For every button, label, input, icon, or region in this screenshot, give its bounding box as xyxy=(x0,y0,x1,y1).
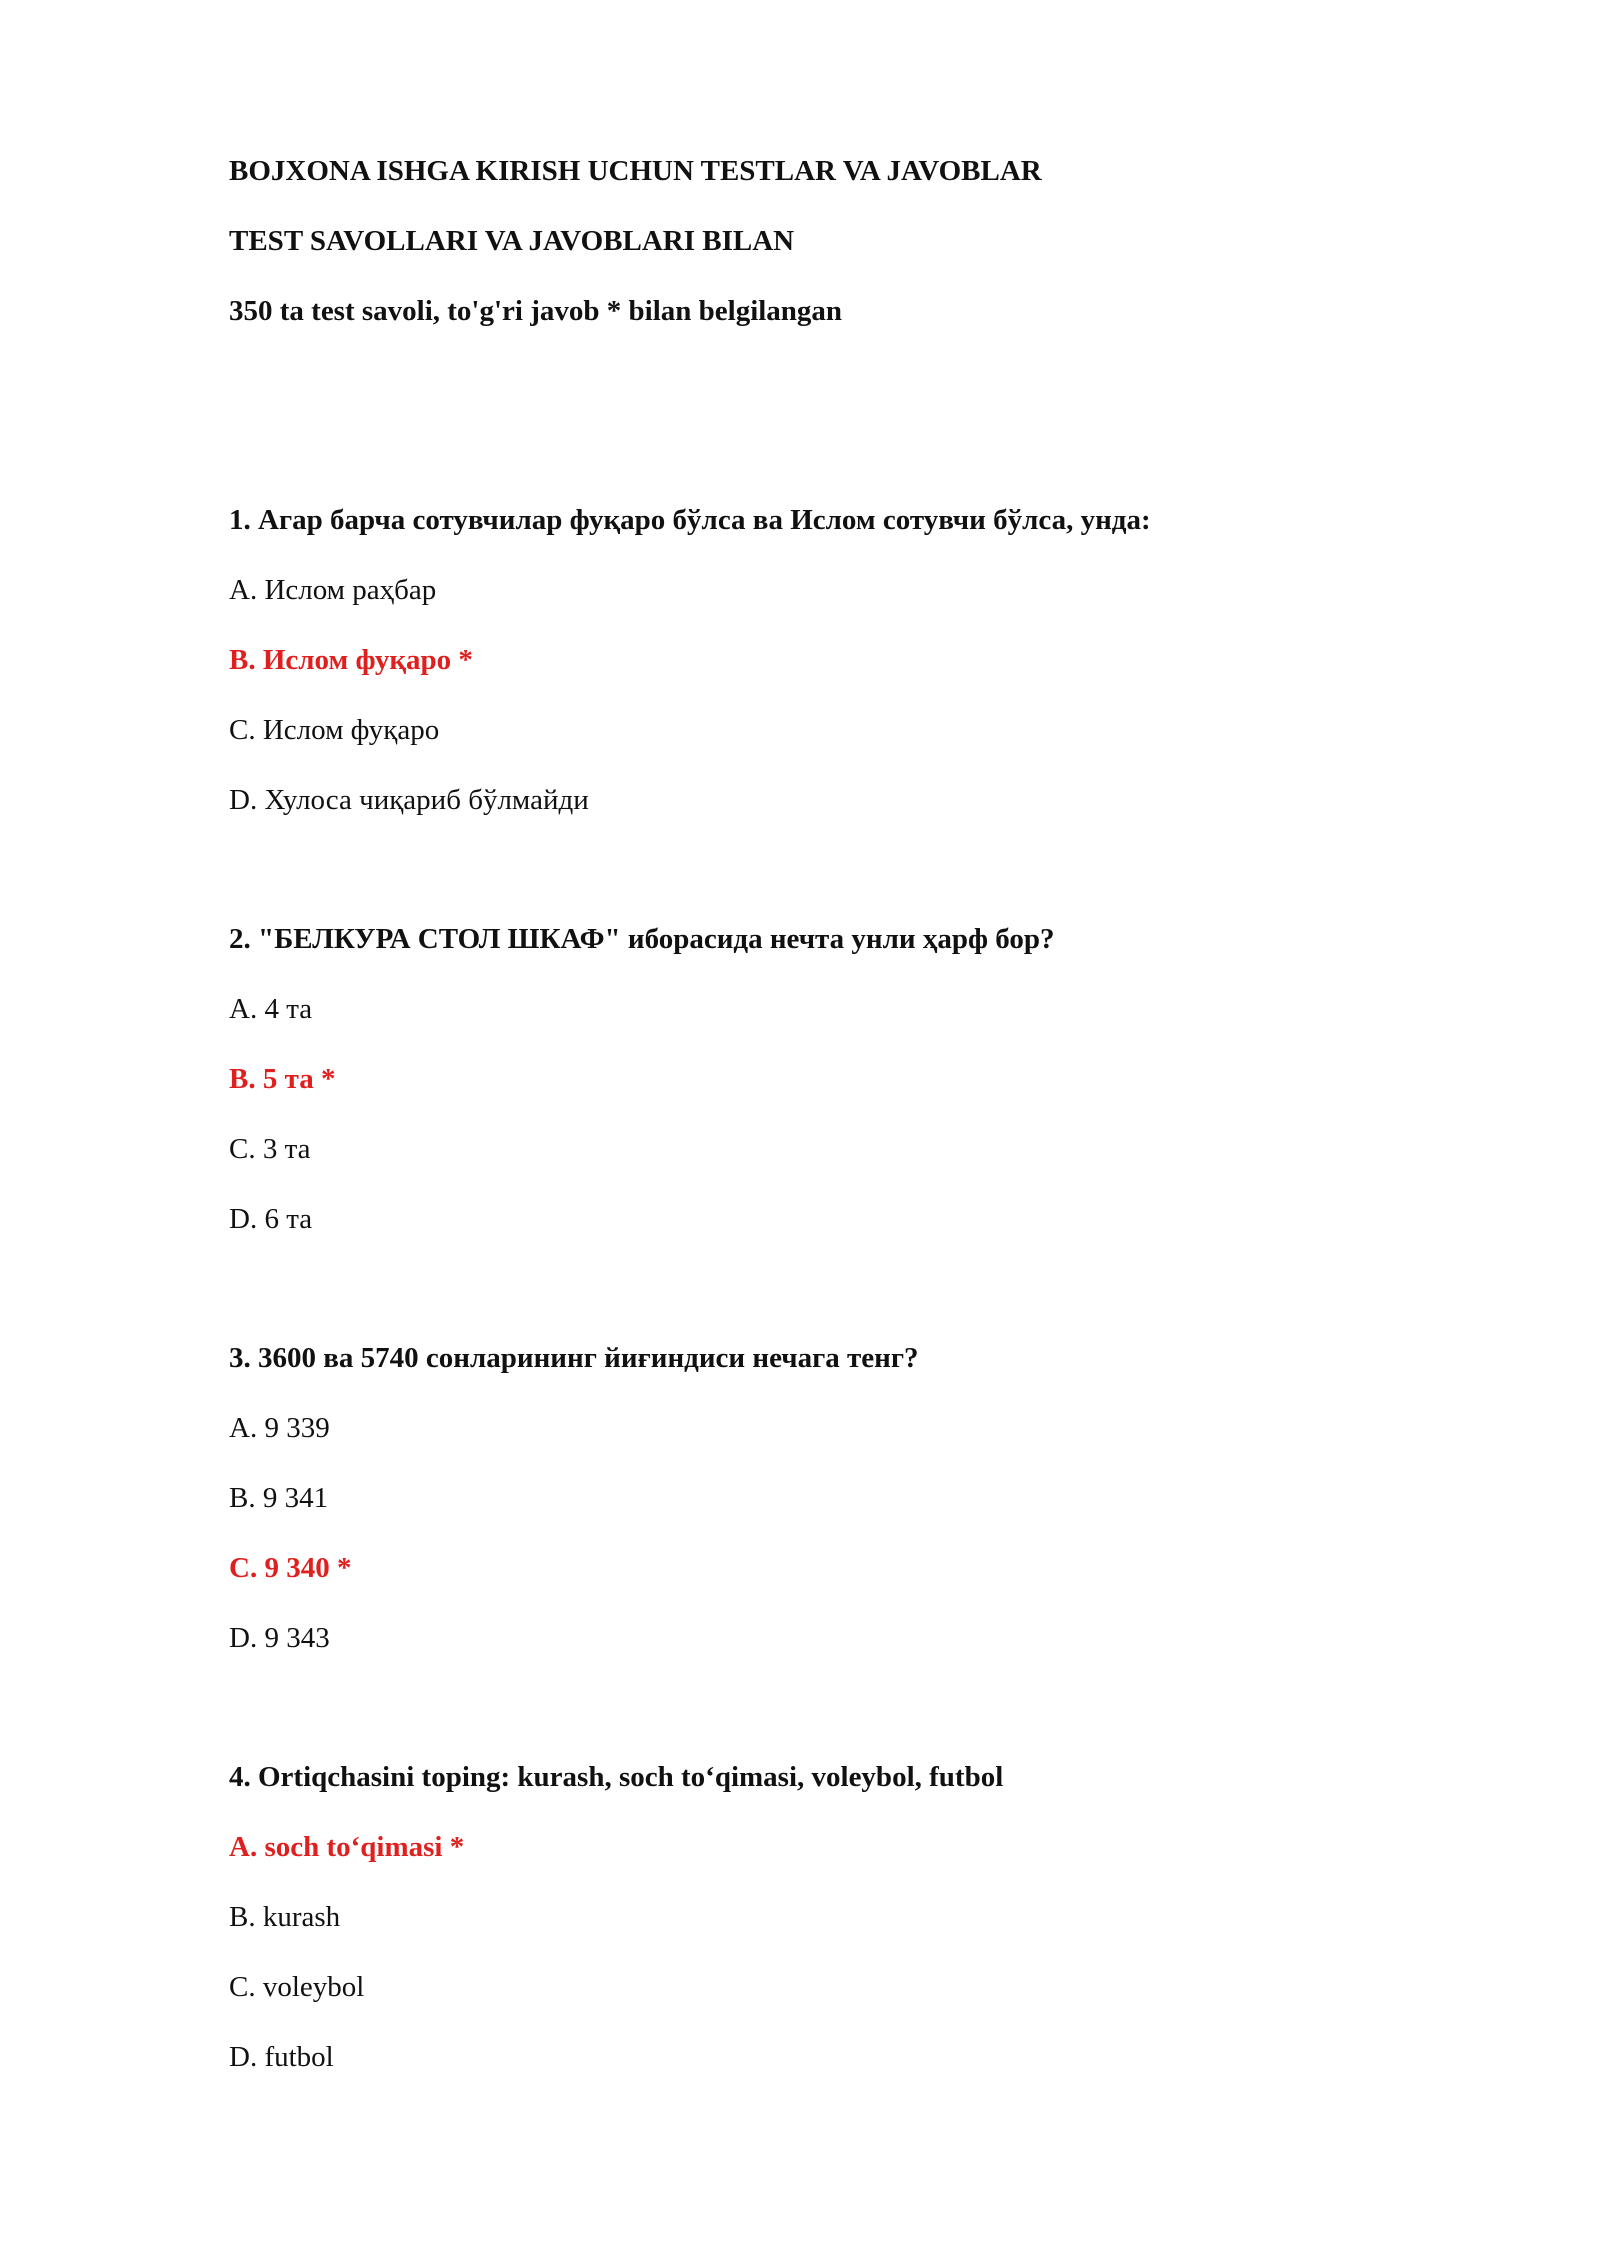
question-4-option-d: D. futbol xyxy=(229,2041,334,2073)
question-2-option-b-correct: B. 5 та * xyxy=(229,1063,336,1095)
question-2-option-d: D. 6 та xyxy=(229,1203,313,1235)
question-3-option-a: A. 9 339 xyxy=(229,1412,330,1444)
question-4-option-a-correct: A. soch to‘qimasi * xyxy=(229,1831,465,1863)
question-2-option-c: C. 3 та xyxy=(229,1133,311,1165)
question-1-option-d: D. Хулоса чиқариб бўлмайди xyxy=(229,784,589,816)
question-1-option-a: A. Ислом раҳбар xyxy=(229,574,437,606)
question-4-option-b: B. kurash xyxy=(229,1901,341,1933)
question-2-option-a: A. 4 та xyxy=(229,993,313,1025)
document-subtitle: TEST SAVOLLARI VA JAVOBLARI BILAN xyxy=(229,225,795,257)
question-1-text: 1. Агар барча сотувчилар фуқаро бўлса ва Ислом сотувчи бўлса, унда: xyxy=(229,504,1151,536)
question-3-option-b: B. 9 341 xyxy=(229,1482,329,1514)
document-title: BOJXONA ISHGA KIRISH UCHUN TESTLAR VA JAVOBLAR xyxy=(229,155,1042,187)
document-note: 350 ta test savoli, to'g'ri javob * bilan belgilangan xyxy=(229,295,843,327)
question-4-option-c: C. voleybol xyxy=(229,1971,365,2003)
question-1-option-b-correct: B. Ислом фуқаро * xyxy=(229,644,473,676)
question-3-option-c-correct: C. 9 340 * xyxy=(229,1552,352,1584)
question-4-text: 4. Ortiqchasini toping: kurash, soch to‘qimasi, voleybol, futbol xyxy=(229,1761,1004,1793)
question-2-text: 2. "БЕЛКУРА СТОЛ ШКАФ" иборасида нечта унли ҳарф бор? xyxy=(229,923,1055,955)
question-3-text: 3. 3600 ва 5740 сонларининг йиғиндиси нечага тенг? xyxy=(229,1342,919,1374)
question-3-option-d: D. 9 343 xyxy=(229,1622,330,1654)
question-1-option-c: C. Ислом фуқаро xyxy=(229,714,440,746)
